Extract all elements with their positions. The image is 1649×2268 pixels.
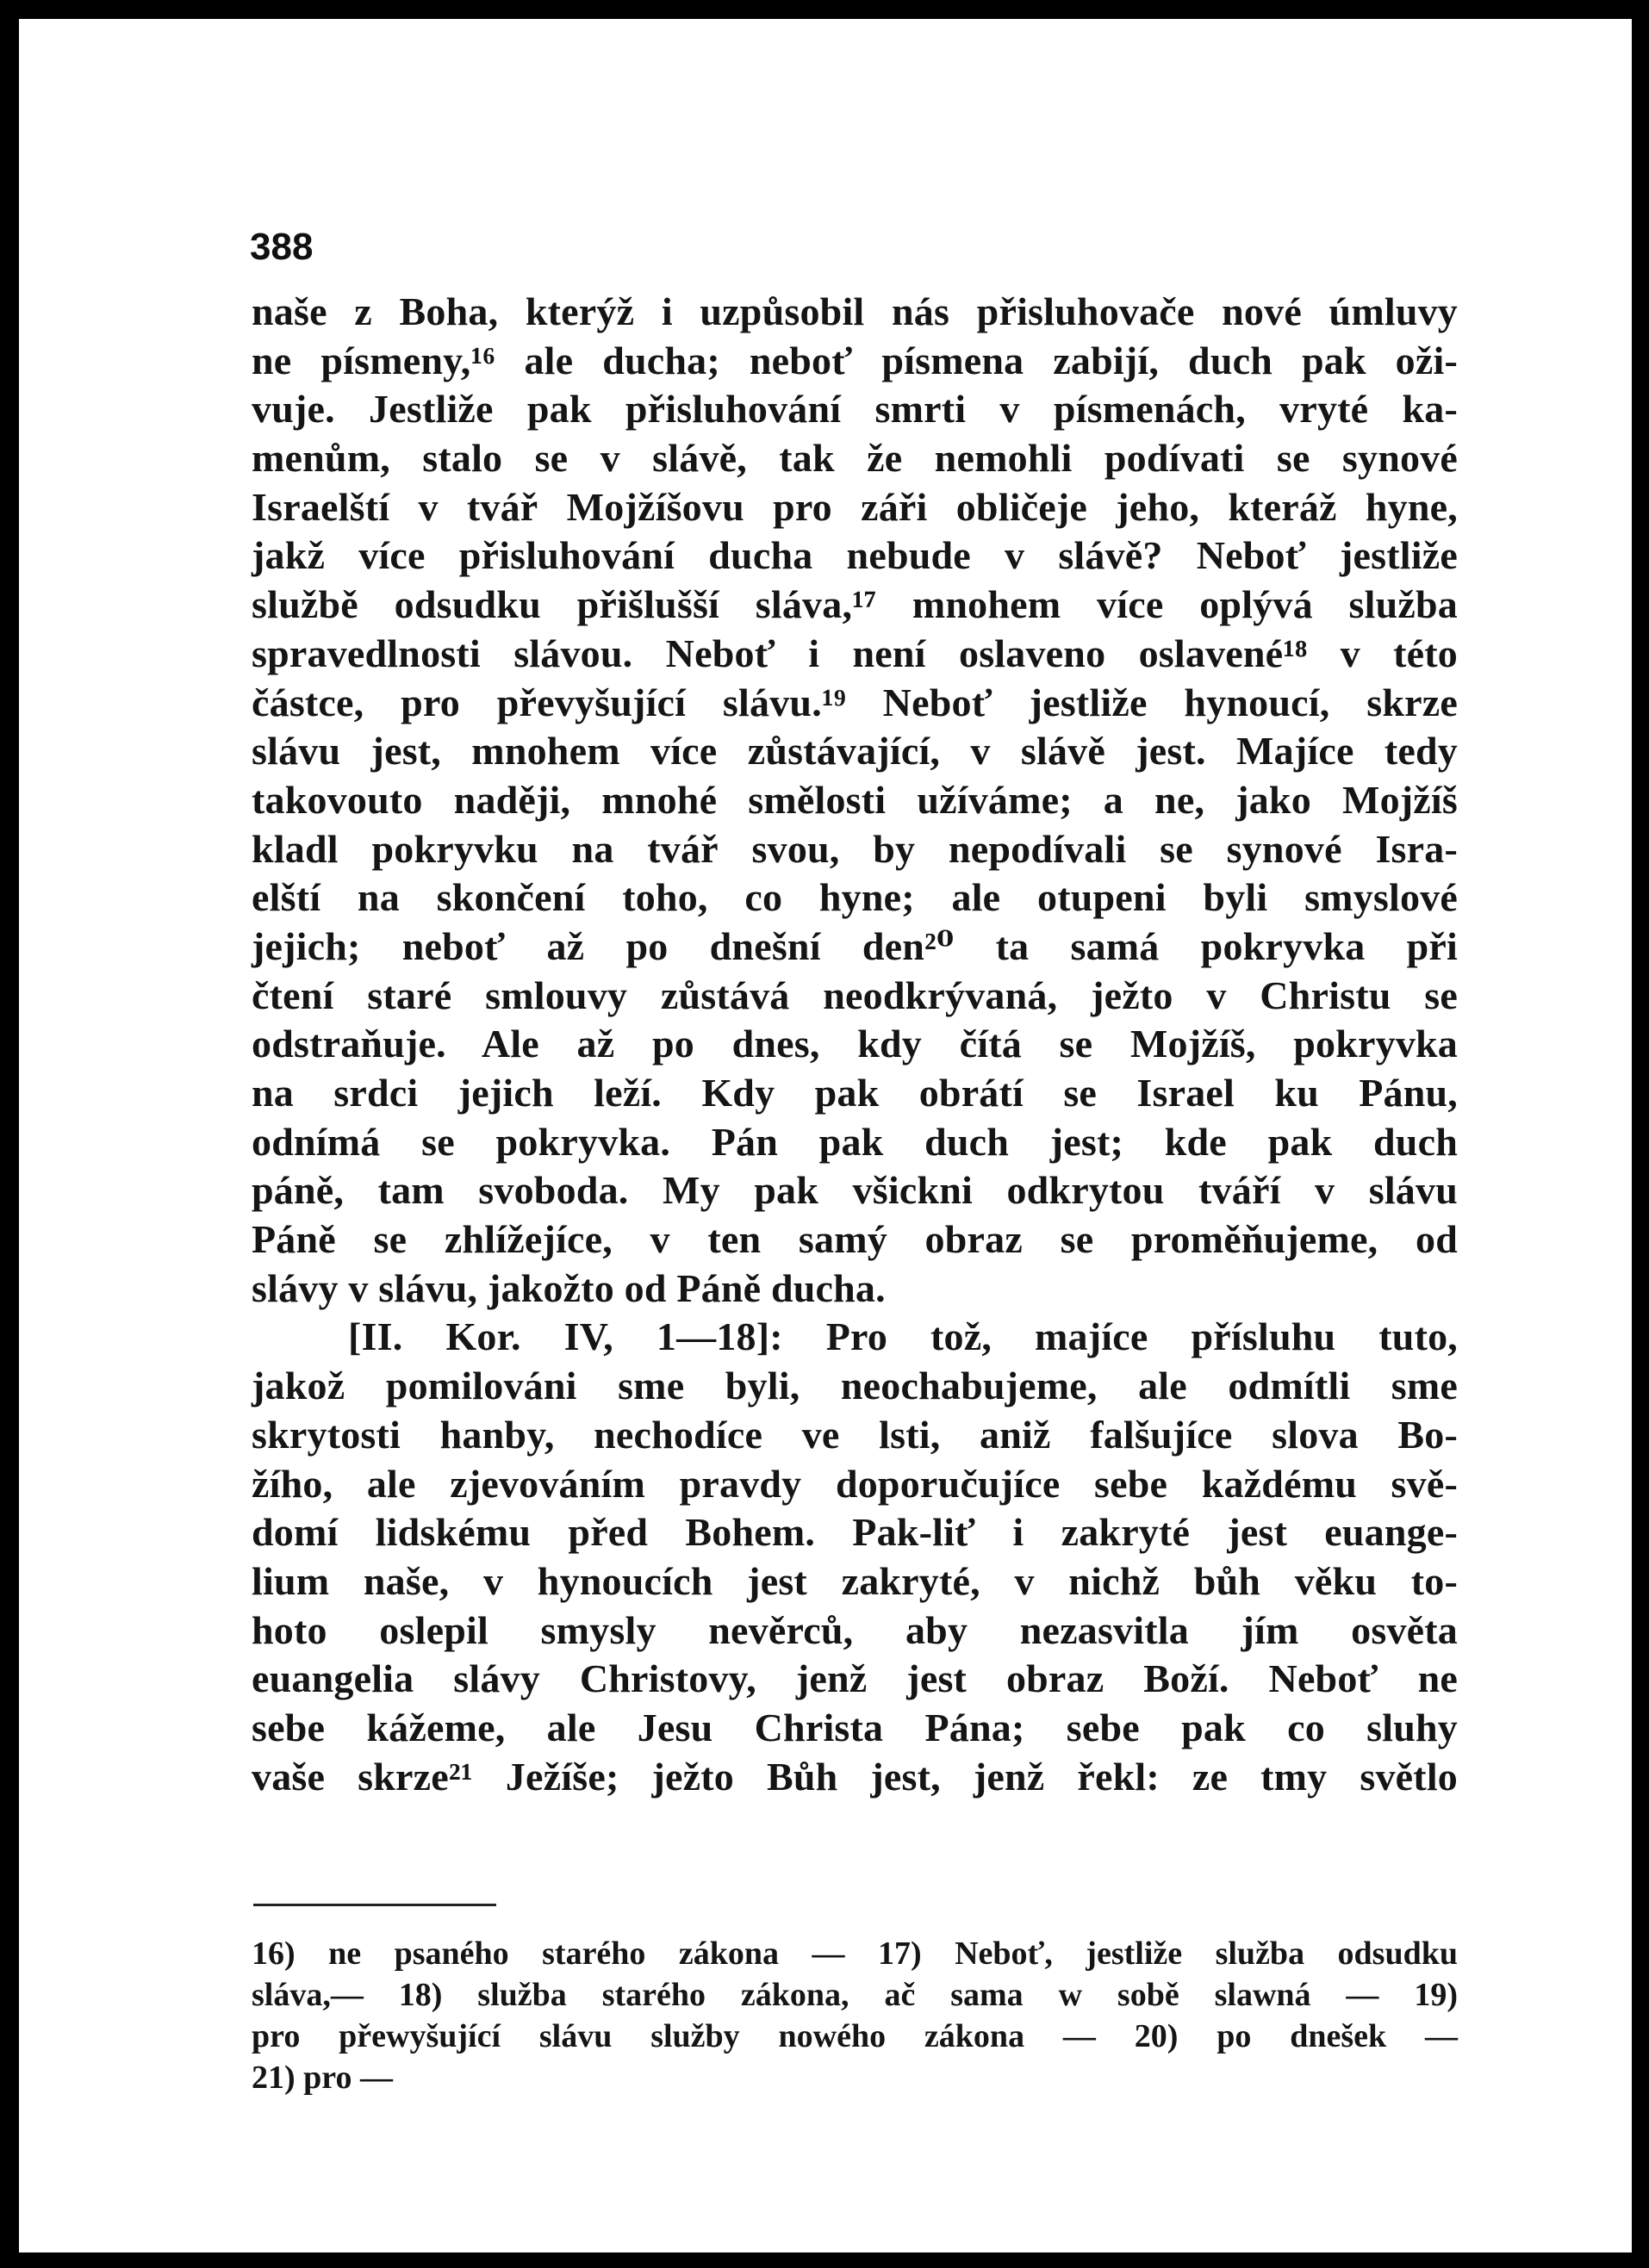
page-number: 388 [250,226,314,268]
section-reference-line: [II. Kor. IV, 1—18]: Pro tož, majíce přísluhu tuto, [348,1314,1458,1359]
text-line: Páně se zhlížejíce, v ten samý obraz se proměňujeme, od [252,1217,1458,1262]
footnote-divider [253,1904,496,1906]
text-line: menům, stalo se v slávě, tak že nemohli podívati se synové [252,436,1458,481]
text-line: hoto oslepil smysly nevěrců, aby nezasvitla jím osvěta [252,1607,1458,1652]
text-line: odstraňuje. Ale až po dnes, kdy čítá se Mojžíš, pokryvka [252,1022,1458,1066]
paragraph-end-line: slávy v slávu, jakožto od Páně ducha. [252,1265,886,1310]
text-line: kladl pokryvku na tvář svou, by nepodívali se synové Isra- [252,826,1458,871]
text-line: službě odsudku přišlušší sláva,¹⁷ mnohem více oplývá služba [252,582,1458,627]
footnotes [252,1933,1458,2098]
text-line: žího, ale zjevováním pravdy doporučujíce sebe každému svě- [252,1461,1458,1506]
text-line: čtení staré smlouvy zůstává neodkrývaná, ježto v Christu se [252,972,1458,1017]
text-line: skrytosti hanby, nechodíce ve lsti, aniž falšujíce slova Bo- [252,1412,1458,1457]
text-line: spravedlnosti slávou. Neboť i není oslaveno oslavené¹⁸ v této [252,631,1458,675]
text-line: jejich; neboť až po dnešní den²⁰ ta samá pokryvka při [252,923,1458,968]
footnote-line: pro přewyšující slávu služby nowého zákona — 20) po dnešek — [252,2018,1458,2054]
text-line: lium naše, v hynoucích jest zakryté, v nichž bůh věku to- [252,1558,1458,1603]
text-line: odnímá se pokryvka. Pán pak duch jest; kde pak duch [252,1119,1458,1164]
text-line: sebe kážeme, ale Jesu Christa Pána; sebe pak co sluhy [252,1705,1458,1749]
text-line: jakož pomilováni sme byli, neochabujeme, ale odmítli sme [252,1364,1458,1408]
text-line: částce, pro převyšující slávu.¹⁹ Neboť jestliže hynoucí, skrze [252,680,1458,724]
text-line: takovouto naději, mnohé smělosti užíváme; a ne, jako Mojžíš [252,777,1458,822]
text-line: domí lidskému před Bohem. Pak-liť i zakryté jest euange- [252,1510,1458,1555]
footnote-line: sláva,— 18) služba starého zákona, ač sama w sobě slawná — 19) [252,1977,1458,2013]
footnote-line: 21) pro — [252,2060,393,2096]
body-text [252,288,1458,1801]
text-line: vaše skrze²¹ Ježíše; ježto Bůh jest, jenž řekl: ze tmy světlo [252,1754,1458,1799]
text-line: ne písmeny,¹⁶ ale ducha; neboť písmena zabijí, duch pak oži- [252,338,1458,382]
text-line: Israelští v tvář Mojžíšovu pro záři obličeje jeho, kteráž hyne, [252,484,1458,529]
text-line: euangelia slávy Christovy, jenž jest obraz Boží. Neboť ne [252,1656,1458,1701]
text-line: elští na skončení toho, co hyne; ale otupeni byli smyslové [252,875,1458,920]
text-line: páně, tam svoboda. My pak všickni odkrytou tváří v slávu [252,1168,1458,1213]
text-line: slávu jest, mnohem více zůstávající, v slávě jest. Majíce tedy [252,729,1458,774]
text-line: naše z Boha, kterýž i uzpůsobil nás přisluhovače nové úmluvy [252,289,1458,333]
text-line: vuje. Jestliže pak přisluhování smrti v písmenách, vryté ka- [252,387,1458,432]
text-line: jakž více přisluhování ducha nebude v slávě? Neboť jestliže [252,533,1458,578]
text-line: na srdci jejich leží. Kdy pak obrátí se Israel ku Pánu, [252,1071,1458,1115]
footnote-line: 16) ne psaného starého zákona — 17) Neboť, jestliže služba odsudku [252,1936,1458,1972]
